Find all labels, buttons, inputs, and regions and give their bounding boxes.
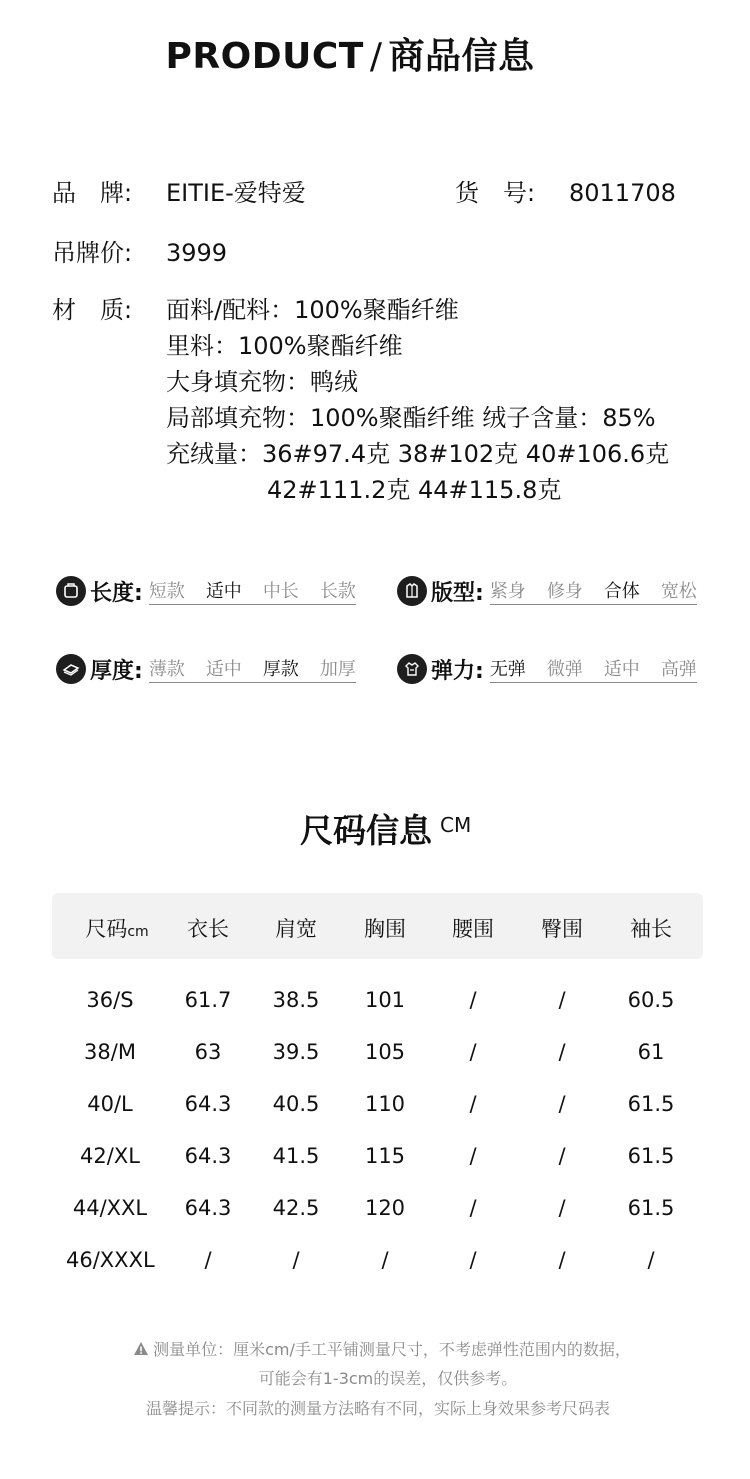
size-table-header xyxy=(52,893,703,959)
table-cell: 40.5 xyxy=(272,1092,320,1116)
material-line: 大身填充物：鸭绒 xyxy=(166,368,358,396)
table-cell: / xyxy=(558,1040,566,1064)
material-line: 充绒量：36#97.4克 38#102克 40#106.6克 xyxy=(166,440,670,468)
attr-options xyxy=(490,577,697,605)
size-title-unit: CM xyxy=(440,813,472,837)
sku-value: 8011708 xyxy=(569,179,676,207)
table-cell: / xyxy=(558,1196,566,1220)
table-cell: 64.3 xyxy=(184,1092,232,1116)
price-label: 吊牌价: xyxy=(52,239,133,267)
sku-row xyxy=(455,175,715,211)
material-line: 里料：100%聚酯纤维 xyxy=(166,332,403,360)
table-cell: 101 xyxy=(364,988,406,1012)
attr-fit xyxy=(397,574,697,608)
table-row xyxy=(52,1144,703,1174)
table-cell: / xyxy=(469,1144,477,1168)
attr-option: 修身 xyxy=(546,581,583,602)
sku-label: 货 号: xyxy=(455,179,536,207)
price-value: 3999 xyxy=(166,239,228,267)
attr-option: 薄款 xyxy=(148,659,185,680)
table-cell: / xyxy=(469,1196,477,1220)
header-cell: 肩宽 xyxy=(275,917,317,941)
attr-option-selected: 无弹 xyxy=(489,659,526,680)
material-line: 局部填充物：100%聚酯纤维 绒子含量：85% xyxy=(166,404,656,432)
table-cell: 42/XL xyxy=(80,1144,140,1168)
table-cell: 61.5 xyxy=(627,1144,675,1168)
attr-thickness xyxy=(56,652,356,686)
note-line-2: 可能会有1-3cm的误差，仅供参考。 xyxy=(258,1369,518,1388)
fit-icon xyxy=(397,576,427,606)
attr-label: 版型: xyxy=(431,580,484,606)
table-cell: 60.5 xyxy=(627,988,675,1012)
header-cell: 袖长 xyxy=(630,917,672,941)
table-cell: / xyxy=(292,1248,300,1272)
material-line: 面料/配料：100%聚酯纤维 xyxy=(166,296,459,324)
table-cell: / xyxy=(469,1248,477,1272)
table-cell: 115 xyxy=(364,1144,406,1168)
brand-label: 品 牌: xyxy=(52,179,133,207)
table-cell: / xyxy=(558,1248,566,1272)
attr-option: 适中 xyxy=(603,659,640,680)
attr-option: 中长 xyxy=(262,581,299,602)
table-cell: 63 xyxy=(194,1040,222,1064)
brand-row xyxy=(52,175,432,211)
table-cell: / xyxy=(469,1092,477,1116)
attr-option: 加厚 xyxy=(319,659,356,680)
measurement-note xyxy=(0,1337,750,1360)
attr-length xyxy=(56,574,356,608)
material-label: 材 质: xyxy=(52,296,133,324)
table-cell: 120 xyxy=(364,1196,406,1220)
table-cell: / xyxy=(558,1144,566,1168)
table-cell: 38.5 xyxy=(272,988,320,1012)
page-title xyxy=(0,28,700,79)
attr-option: 短款 xyxy=(148,581,185,602)
table-cell: 44/XXL xyxy=(72,1196,148,1220)
table-row xyxy=(52,1092,703,1122)
title-en: PRODUCT xyxy=(165,36,364,77)
warning-icon xyxy=(133,1341,149,1357)
attr-option: 紧身 xyxy=(489,581,526,602)
title-cn: 商品信息 xyxy=(388,36,535,77)
table-cell: / xyxy=(558,1092,566,1116)
header-unit: cm xyxy=(127,924,149,940)
attr-option: 微弹 xyxy=(546,659,583,680)
table-cell: 61 xyxy=(637,1040,665,1064)
table-row xyxy=(52,1196,703,1226)
material-line: 42#111.2克 44#115.8克 xyxy=(267,476,562,504)
stretch-icon xyxy=(397,654,427,684)
table-cell: 46/XXXL xyxy=(66,1248,155,1272)
thickness-icon xyxy=(56,654,86,684)
header-text: 尺码 xyxy=(85,917,128,941)
note-line-1: 测量单位：厘米cm/手工平铺测量尺寸，不考虑弹性范围内的数据， xyxy=(153,1340,631,1359)
table-cell: 105 xyxy=(364,1040,406,1064)
attr-option-selected: 厚款 xyxy=(262,659,299,680)
table-row xyxy=(52,1248,703,1278)
material-row xyxy=(52,292,172,328)
table-cell: 64.3 xyxy=(184,1144,232,1168)
attr-options xyxy=(149,577,356,605)
brand-value: EITIE-爱特爱 xyxy=(166,179,306,207)
table-cell: / xyxy=(558,988,566,1012)
title-separator: / xyxy=(369,36,383,77)
attr-label: 弹力: xyxy=(431,658,484,684)
size-title-text: 尺码信息 xyxy=(300,811,432,850)
attr-option: 高弹 xyxy=(660,659,697,680)
table-cell: / xyxy=(469,1040,477,1064)
table-cell: 36/S xyxy=(86,988,134,1012)
size-section-title xyxy=(300,805,471,852)
note-line-3: 温馨提示：不同款的测量方法略有不同，实际上身效果参考尺码表 xyxy=(145,1399,610,1418)
attr-option: 宽松 xyxy=(660,581,697,602)
table-cell: 39.5 xyxy=(272,1040,320,1064)
attr-stretch xyxy=(397,652,697,686)
table-row xyxy=(52,1040,703,1070)
table-cell: / xyxy=(469,988,477,1012)
table-cell: 41.5 xyxy=(272,1144,320,1168)
attr-option-selected: 适中 xyxy=(205,581,242,602)
table-cell: / xyxy=(381,1248,389,1272)
attr-option-selected: 合体 xyxy=(603,581,640,602)
price-row xyxy=(52,235,432,271)
table-cell: 64.3 xyxy=(184,1196,232,1220)
table-row xyxy=(52,988,703,1018)
table-cell: 61.5 xyxy=(627,1092,675,1116)
table-cell: 110 xyxy=(364,1092,406,1116)
table-cell: 38/M xyxy=(84,1040,136,1064)
table-cell: / xyxy=(204,1248,212,1272)
attr-options xyxy=(490,655,697,683)
header-cell: 臀围 xyxy=(541,917,583,941)
attr-label: 厚度: xyxy=(90,658,143,684)
table-cell: 61.7 xyxy=(184,988,232,1012)
attr-options xyxy=(149,655,356,683)
attr-label: 长度: xyxy=(90,580,143,606)
table-cell: 61.5 xyxy=(627,1196,675,1220)
header-cell-size xyxy=(73,913,161,943)
header-cell: 胸围 xyxy=(364,917,406,941)
length-icon xyxy=(56,576,86,606)
table-cell: 42.5 xyxy=(272,1196,320,1220)
table-cell: / xyxy=(647,1248,655,1272)
header-cell: 衣长 xyxy=(187,917,229,941)
table-cell: 40/L xyxy=(87,1092,133,1116)
attr-option: 适中 xyxy=(205,659,242,680)
attr-option: 长款 xyxy=(319,581,356,602)
header-cell: 腰围 xyxy=(452,917,494,941)
